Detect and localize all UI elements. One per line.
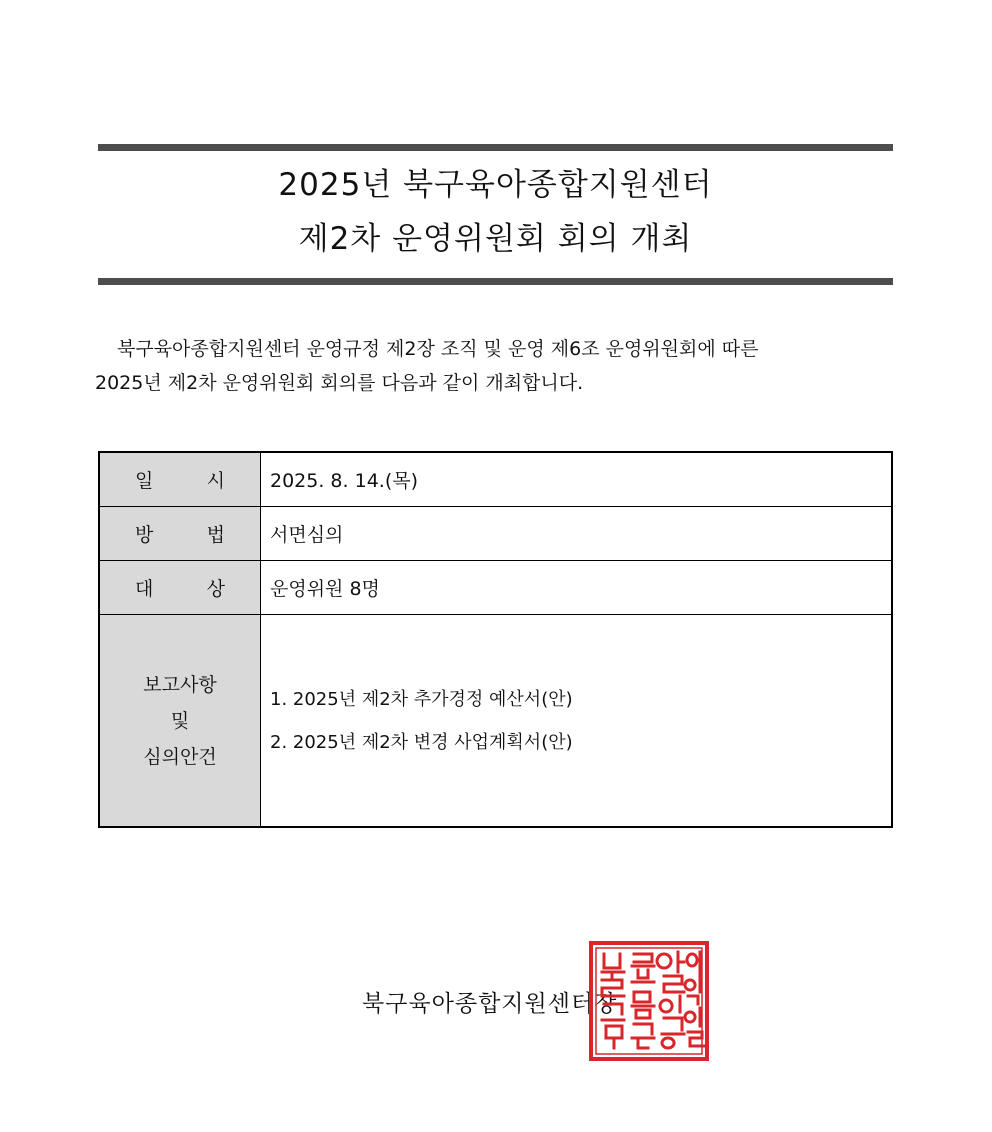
agenda-label-line3: 심의안건 bbox=[143, 745, 217, 768]
agenda-item: 2. 2025년 제2차 변경 사업계획서(안) bbox=[270, 731, 573, 753]
method-label: 방 법 bbox=[135, 524, 225, 546]
table-row-method bbox=[99, 507, 892, 561]
table-row-date bbox=[99, 452, 892, 507]
date-label: 일 시 bbox=[135, 470, 225, 492]
date-value: 2025. 8. 14.(목) bbox=[261, 452, 893, 507]
official-seal-stamp bbox=[588, 940, 710, 1062]
meeting-info-table bbox=[98, 451, 893, 828]
title-bottom-rule bbox=[98, 278, 893, 285]
agenda-item: 1. 2025년 제2차 추가경정 예산서(안) bbox=[270, 688, 573, 710]
method-label-cell bbox=[99, 507, 261, 561]
agenda-label-line1: 보고사항 bbox=[143, 673, 217, 696]
target-label-cell bbox=[99, 561, 261, 615]
date-label-cell bbox=[99, 452, 261, 507]
agenda-label-cell bbox=[99, 615, 261, 828]
target-value: 운영위원 8명 bbox=[261, 561, 893, 615]
title-top-rule bbox=[98, 144, 893, 151]
issuer-name: 북구육아종합지원센터장 bbox=[362, 991, 618, 1017]
document-title-line1: 2025년 북구육아종합지원센터 bbox=[278, 167, 713, 203]
intro-line1: 북구육아종합지원센터 운영규정 제2장 조직 및 운영 제6조 운영위원회에 따른 bbox=[117, 338, 759, 360]
table-row-target bbox=[99, 561, 892, 615]
table-row-agenda bbox=[99, 615, 892, 828]
method-value: 서면심의 bbox=[261, 507, 893, 561]
document-title-line2: 제2차 운영위원회 회의 개최 bbox=[298, 221, 693, 257]
target-label: 대 상 bbox=[135, 578, 225, 600]
intro-line2: 2025년 제2차 운영위원회 회의를 다음과 같이 개최합니다. bbox=[95, 372, 584, 394]
intro-paragraph bbox=[95, 332, 885, 400]
agenda-label-line2: 및 bbox=[170, 709, 190, 732]
agenda-list bbox=[261, 615, 893, 828]
